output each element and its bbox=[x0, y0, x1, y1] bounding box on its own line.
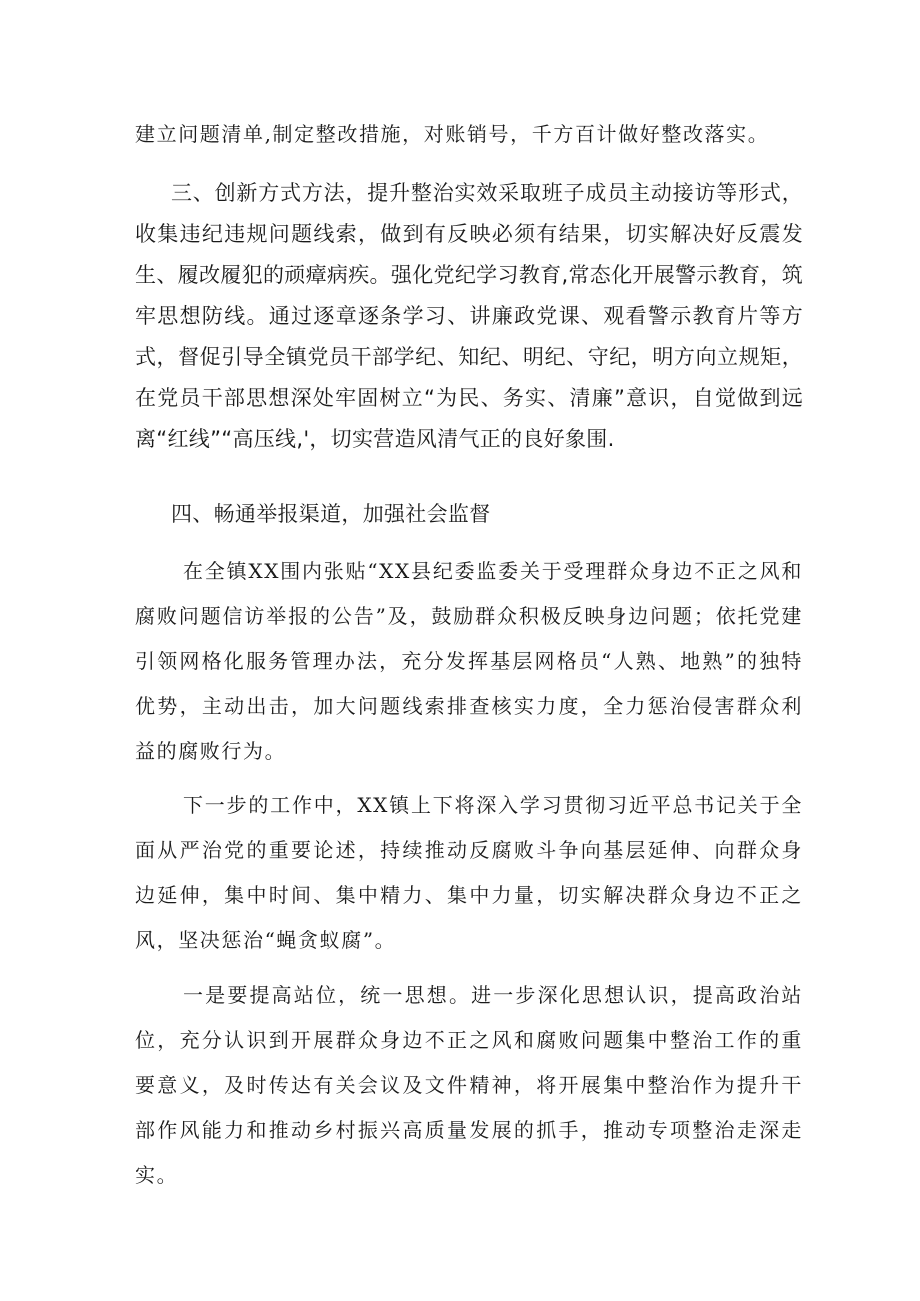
paragraph-reporting-channels: 在全镇XX围内张贴“XX县纪委监委关于受理群众身边不正之风和腐败问题信访举报的公告”及，鼓励群众积极反映身边问题；依托党建引领网格化服务管理办法，充分发挥基层网格员“人熟、地熟”的独特优势，主动出击，加大问题线索排查核实力度，全力惩治侵害群众利益的腐败行为。 bbox=[135, 559, 803, 763]
paragraph-next-steps: 下一步的工作中，XX镇上下将深入学习贯彻习近平总书记关于全面从严治党的重要论述，持续推动反腐败斗争向基层延伸、向群众身边延伸，集中时间、集中精力、集中力量，切实解决群众身边不正之风，坚决惩治“蝇贪蚁腐”。 bbox=[135, 793, 803, 952]
section-heading-four: 四、畅通举报渠道，加强社会监督 bbox=[171, 502, 491, 526]
paragraph-section-three-innovation: 三、创新方式方法，提升整治实效采取班子成员主动接访等形式，收集违纪违规问题线索，做到有反映必须有结果，切实解决好反震发生、履改履犯的顽瘴病疾。强化党纪学习教育,常态化开展警示教育，筑牢思想防线。通过逐章逐条学习、讲廉政党课、观看警示教育片等方式，督促引导全镇党员干部学纪、知纪、明纪、守纪，明方向立规矩，在党员干部思想深处牢固树立“为民、务实、清廉”意识，自觉做到远离“红线”“高压线,'，切实营造风清气正的良好象围. bbox=[135, 181, 803, 451]
paragraph-raise-standing: 一是要提高站位，统一思想。进一步深化思想认识，提高政治站位，充分认识到开展群众身边不正之风和腐败问题集中整治工作的重要意义，及时传达有关会议及文件精神，将开展集中整治作为提升干部作风能力和推动乡村振兴高质量发展的抓手，推动专项整治走深走实。 bbox=[135, 983, 803, 1187]
paragraph-rectification-list: 建立问题清单,制定整改措施，对账销号，千方百计做好整改落实。 bbox=[135, 122, 770, 146]
